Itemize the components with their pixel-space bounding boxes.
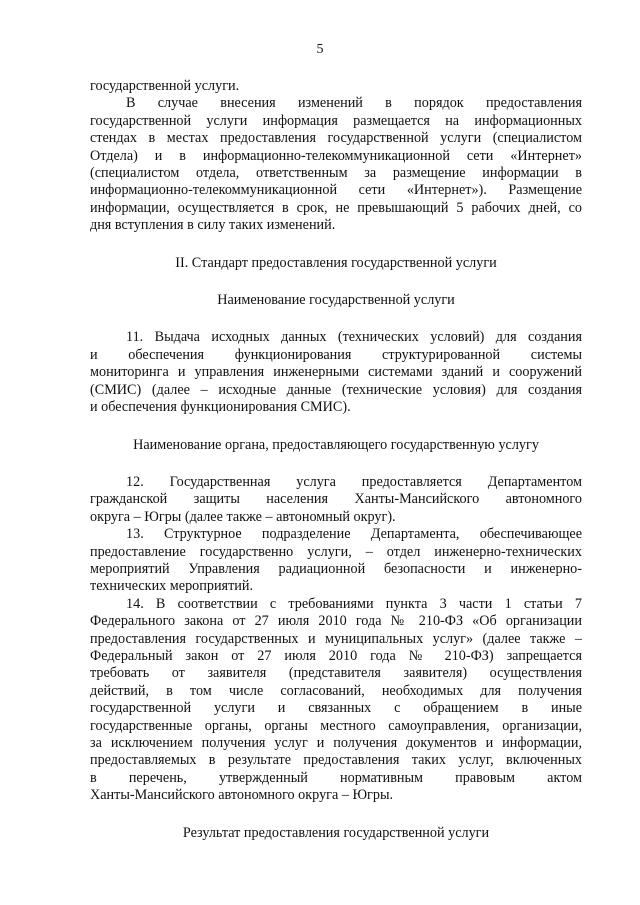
- section-title: II. Стандарт предоставления государственной услуги: [175, 254, 497, 271]
- heading-service-name: Наименование государственной услуги: [217, 292, 455, 309]
- text-line: действий, в том числе согласований, необходимых для получения: [90, 682, 582, 699]
- text-line: предоставление государственно услуги, – отдел инженерно-технических: [90, 543, 582, 560]
- text-line: 14. В соответствии с требованиями пункта 3 части 1 статьи 7: [126, 595, 582, 612]
- page-content: [90, 78, 582, 842]
- text-line: Ханты-Мансийского автономного округа – Югры.: [90, 787, 394, 804]
- text-line: 12. Государственная услуга предоставляется Департаментом: [126, 473, 582, 490]
- text-line: мероприятий Управления радиационной безопасности и инженерно-: [90, 560, 582, 577]
- paragraph-13: [90, 526, 582, 596]
- text-line: информационно-телекоммуникационной сети «Интернет»). Размещение: [90, 182, 582, 199]
- page-number: 5: [316, 42, 324, 57]
- text-line: Федерального закона от 27 июля 2010 года № 210-ФЗ «Об организации: [90, 613, 582, 630]
- text-line: за исключением получения услуг и получения документов и информации,: [90, 735, 582, 751]
- text-line: округа – Югры (далее также – автономный округ).: [90, 508, 396, 525]
- text-line: гражданской защиты населения Ханты-Мансийского автономного: [90, 491, 582, 508]
- text-line: государственные органы, органы местного самоуправления, организации,: [90, 717, 582, 734]
- text-line: Отдела) и в информационно-телекоммуникационной сети «Интернет»: [90, 147, 582, 164]
- text-line: мониторинга и управления инженерными системами зданий и сооружений: [90, 364, 582, 381]
- heading-organ-name: Наименование органа, предоставляющего государственную услугу: [133, 436, 539, 453]
- paragraph-14: [90, 596, 582, 805]
- text-line: 11. Выдача исходных данных (технических условий) для создания: [126, 329, 582, 346]
- text-line: (специалистом отдела, ответственным за размещение информации в: [90, 165, 582, 182]
- text-line: в перечень, утвержденный нормативным правовым актом: [90, 769, 582, 786]
- heading-service-result: Результат предоставления государственной услуги: [182, 824, 490, 841]
- text-line: дня вступления в силу таких изменений.: [90, 217, 336, 234]
- text-line: и обеспечения функционирования СМИС).: [90, 399, 351, 416]
- text-line: технических мероприятий.: [90, 578, 253, 595]
- text-line: Федеральный закон от 27 июля 2010 года № 210-ФЗ) запрещается: [90, 647, 582, 664]
- text-line: информации, осуществляется в срок, не превышающий 5 рабочих дней, со: [90, 199, 582, 216]
- text-line: и обеспечения функционирования структурированной системы: [90, 346, 582, 363]
- text-line: государственной услуги информация размещается на информационных: [90, 112, 582, 129]
- paragraph-continuation: государственной услуги.: [90, 78, 240, 94]
- text-line: 13. Структурное подразделение Департамента, обеспечивающее: [126, 526, 582, 543]
- text-line: предоставления государственных и муниципальных услуг» (далее также –: [90, 630, 582, 647]
- text-line: В случае внесения изменений в порядок предоставления: [126, 95, 582, 112]
- text-line: стендах в местах предоставления государственной услуги (специалистом: [90, 130, 582, 147]
- paragraph-11: [90, 329, 582, 416]
- text-line: предоставляемых в результате предоставления таких услуг, включенных: [90, 752, 582, 769]
- text-line: государственной услуги и связанных с обращением в иные: [90, 700, 582, 717]
- paragraph-12: [90, 474, 582, 526]
- text-line: (СМИС) (далее – исходные данные (технические условия) для создания: [90, 381, 582, 398]
- paragraph-changes-info: [90, 95, 582, 234]
- text-line: требовать от заявителя (представителя заявителя) осуществления: [90, 665, 582, 682]
